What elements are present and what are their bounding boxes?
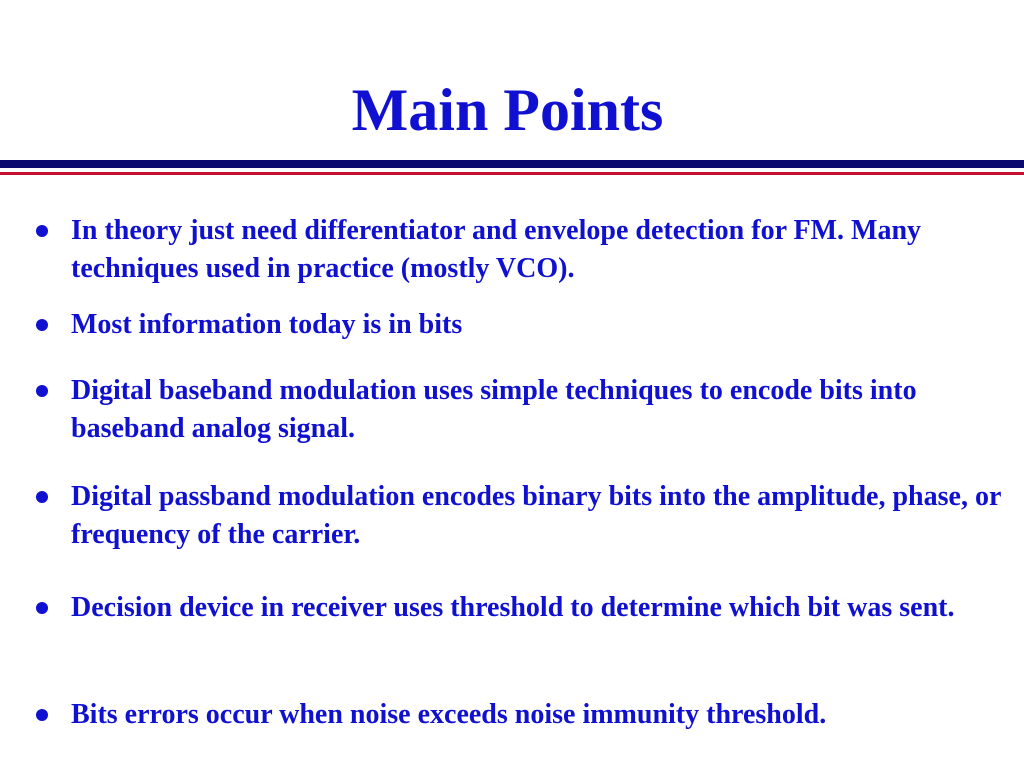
bullet-dot-icon	[36, 602, 48, 614]
bullet-text: Decision device in receiver uses threshold to determine which bit was sent.	[71, 592, 955, 623]
slide-title: Main Points	[351, 77, 664, 143]
bullet-text: Digital baseband modulation uses simple techniques to encode bits into baseband analog signal.	[71, 375, 917, 444]
bullet-dot-icon	[36, 225, 48, 237]
bullet-text: In theory just need differentiator and envelope detection for FM. Many techniques used in practice (mostly VCO).	[71, 215, 922, 284]
bullet-dot-icon	[36, 385, 48, 397]
bullet-dot-icon	[36, 319, 48, 331]
bullet-dot-icon	[36, 709, 48, 721]
bullet-text: Most information today is in bits	[71, 309, 463, 340]
bullet-dot-icon	[36, 491, 48, 503]
bullet-text: Bits errors occur when noise exceeds noise immunity threshold.	[71, 699, 827, 730]
bullet-text: Digital passband modulation encodes binary bits into the amplitude, phase, or frequency of the carrier.	[71, 481, 1001, 550]
